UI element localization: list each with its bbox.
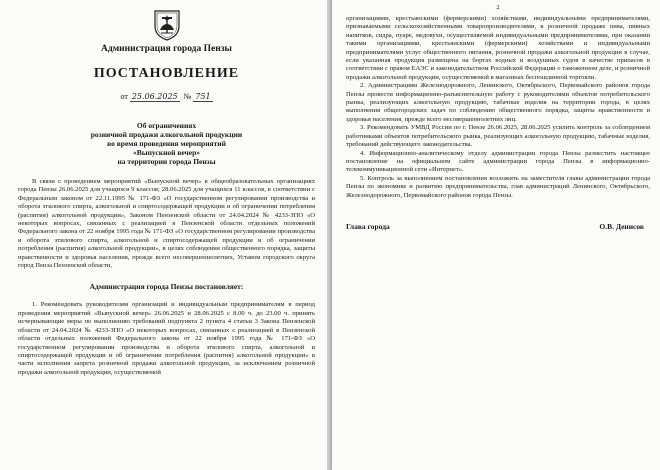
signature-title: Глава города — [346, 221, 390, 231]
signature-name: О.В. Денисов — [599, 221, 644, 231]
document-number: 751 — [195, 92, 211, 101]
point-1-paragraph: 1. Рекомендовать руководителям организаций и индивидуальным предпринимателям в период проведения мероприятий «Выпускной вечер» 26.06.2025 и 28.06.2025 с 8.00 ч. до 23.00 ч. принять исчерпывающие меры по выполнению требований подпункта 2 пункта 4 статьи 3 Закона Пензенской области от 24.04.2024 № 4233-ЗПО «О некоторых вопросах, связанных с реализацией в Пензенской области отдельных положений Федерального закона от 22 ноября 1995 года № 171-ФЗ «О государственном регулировании производства и оборота этилового спирта, алкогольной и спиртосодержащей продукции и об ограничении потребления (распития) алкогольной продукции» в части исполнения запрета розничной продажи алкогольной продукции, за исключением розничной продажи алкогольной продукции, осуществляемой — [18, 301, 315, 376]
document-type: ПОСТАНОВЛЕНИЕ — [93, 66, 240, 81]
document-subject — [18, 121, 315, 166]
date-prefix: от — [120, 92, 128, 101]
point-3-paragraph: 3. Рекомендовать УМВД России по г. Пензе 26.06.2025, 28.06.2025 усилить контроль за соблюдением работниками объектов потребительского рынка, реализующих алкогольную продукцию, табачные изделия, требований действующего законодательства. — [346, 124, 650, 149]
date-number-line — [18, 92, 315, 101]
point-1-continuation: организациями, крестьянскими (фермерскими) хозяйствами, индивидуальными предпринимателями, признаваемыми сельскохозяйственными товаропроизводителями, в розничной продаже пива, пивных напитков, сидра, пуаре, медовухи, осуществляемой индивидуальными предпринимателями, при оказании такими организациями, крестьянскими (фермерскими) хозяйствами и индивидуальными предпринимателями услуг общественного питания, розничной продажи алкогольной продукции в случае, если указанная продукция размещена на бортах водных и воздушных судов в качестве припасов в соответствии с правом ЕАЭС и законодательством Российской Федерации о таможенном деле, и розничной продажи алкогольной продукции, осуществляемой в магазинах беспошлинной торговли. — [346, 15, 650, 81]
document-page-2 — [332, 0, 660, 470]
point-5-paragraph: 5. Контроль за выполнением постановления возложить на заместителя главы администрации города Пензы по экономике и развитию предпринимательства, глав администраций Ленинского, Октябрьского, Железнодорожного, Первомайского районов города Пензы. — [346, 174, 650, 199]
subject-line: Об ограничениях — [136, 121, 197, 130]
subject-line: на территории города Пензы — [117, 157, 216, 166]
signature-block — [346, 222, 650, 231]
point-2-paragraph: 2. Администрациям Железнодорожного, Ленинского, Октябрьского, Первомайского районов города Пензы провести информационно-разъяснительную работу с руководителями объектов потребительского рынка, реализующих алкогольную продукцию, табачные изделия на территории города, в целях выполнения общегородских задач по соблюдению общественного порядка, защиты нравственности и здоровья населения, прежде всего несовершеннолетних лиц. — [346, 82, 650, 123]
subject-line: розничной продажи алкогольной продукции — [90, 130, 243, 139]
subject-line: «Выпускной вечер» — [132, 148, 201, 157]
city-coat-of-arms — [151, 8, 183, 42]
page-number: 2 — [496, 4, 500, 11]
point-4-paragraph: 4. Информационно-аналитическому отделу администрации города Пензы разместить настоящее постановление на официальном сайте администрации города Пензы в информационно-телекоммуникационной сети «Интернет». — [346, 149, 650, 174]
document-page-1 — [0, 0, 327, 470]
document-date: 25.06.2025 — [131, 92, 178, 101]
organization-title: Администрация города Пензы — [101, 44, 232, 54]
number-sign: № — [183, 92, 192, 101]
subject-line: во время проведения мероприятий — [107, 139, 226, 148]
resolution-heading: Администрация города Пензы постановляет: — [89, 282, 244, 292]
preamble-paragraph: В связи с проведением мероприятий «Выпускной вечер» в общеобразовательных организациях города Пензы 26.06.2025 для учащихся 9 классов; 28.06.2025 для учащихся 11 классов, в соответствии с Федеральным законом от 22.11.1995 № 171-ФЗ «О государственном регулировании производства и оборота этилового спирта, алкогольной и спиртосодержащей продукции и об ограничении потребления (распития) алкогольной продукции», Законом Пензенской области от 24.04.2024 № 4233-ЗПО «О некоторых вопросах, связанных с реализацией в Пензенской области отдельных положений Федерального закона от 22 ноября 1995 года № 171-ФЗ «О государственном регулировании производства и оборота этилового спирта, алкогольной и спиртосодержащей продукции и об ограничении потребления (распития) алкогольной продукции», в целях соблюдения общественного порядка, защиты нравственности и здоровья населения, прежде всего несовершеннолетних, Уставом городского округа город Пенза Пензенской области, — [18, 178, 315, 270]
